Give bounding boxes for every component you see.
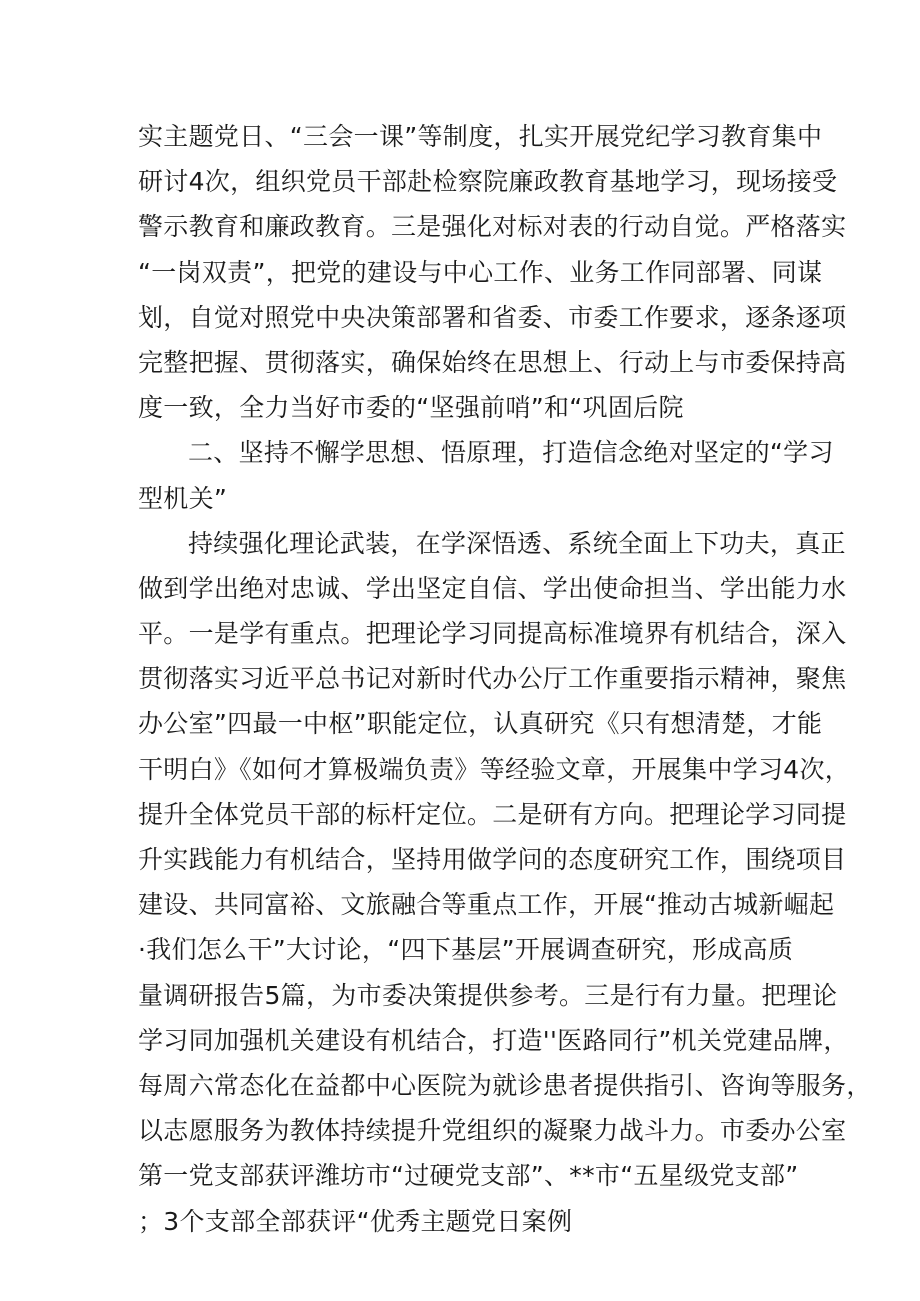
section-heading: 二、坚持不懈学思想、悟原理，打造信念绝对坚定的“学习 [188,438,834,468]
text-line: 学习同加强机关建设有机结合，打造''医路同行”机关党建品牌， [138,1025,849,1055]
text-line: ·我们怎么干”大讨论，“四下基层”开展调查研究，形成高质 [138,935,794,965]
text-line: 做到学出绝对忠诚、学出坚定自信、学出使命担当、学出能力水 [138,573,847,603]
text-line: 升实践能力有机结合，坚持用做学问的态度研究工作，围绕项目 [138,845,847,874]
text-line: 度一致，全力当好市委的“坚强前哨”和“巩固后院 [138,393,684,423]
text-line: 完整把握、贯彻落实，确保始终在思想上、行动上与市委保持高 [138,347,847,377]
body-text [138,114,872,1244]
text-line: 贯彻落实习近平总书记对新时代办公厅工作重要指示精神，聚焦 [138,664,847,694]
text-line: 办公室”四最一中枢”职能定位，认真研究《只有想清楚，才能 [138,709,823,739]
text-line: 每周六常态化在益都中心医院为就诊患者提供指引、咨询等服务， [138,1070,872,1100]
text-line: 以志愿服务为教体持续提升党组织的凝聚力战斗力。市委办公室 [138,1116,847,1146]
text-line: 提升全体党员干部的标杆定位。二是研有方向。把理论学习同提 [138,799,847,829]
text-line: “一岗双责”，把党的建设与中心工作、业务工作同部署、同谋 [138,257,823,287]
text-line: 量调研报告5篇，为市委决策提供参考。三是行有力量。把理论 [138,980,838,1010]
text-line: ；3个支部全部获评“优秀主题党日案例 [138,1206,573,1236]
text-line: 第一党支部获评潍坊市“过硬党支部”、**市“五星级党支部” [138,1161,799,1191]
text-line: 研讨4次，组织党员干部赴检察院廉政教育基地学习，现场接受 [138,167,838,197]
section-heading-continued: 型机关” [138,483,228,513]
text-line: 警示教育和廉政教育。三是强化对标对表的行动自觉。严格落实 [138,212,847,242]
text-line: 平。一是学有重点。把理论学习同提高标准境界有机结合，深入 [138,619,847,649]
text-line: 实主题党日、“三会一课”等制度，扎实开展党纪学习教育集中 [138,122,823,151]
paragraph-start: 持续强化理论武装，在学深悟透、系统全面上下功夫，真正 [188,528,846,558]
text-line: 划，自觉对照党中央决策部署和省委、市委工作要求，逐条逐项 [138,302,847,332]
text-line: 干明白》《如何才算极端负责》等经验文章，开展集中学习4次， [138,754,851,784]
text-line: 建设、共同富裕、文旅融合等重点工作，开展“推动古城新崛起 [138,890,835,920]
